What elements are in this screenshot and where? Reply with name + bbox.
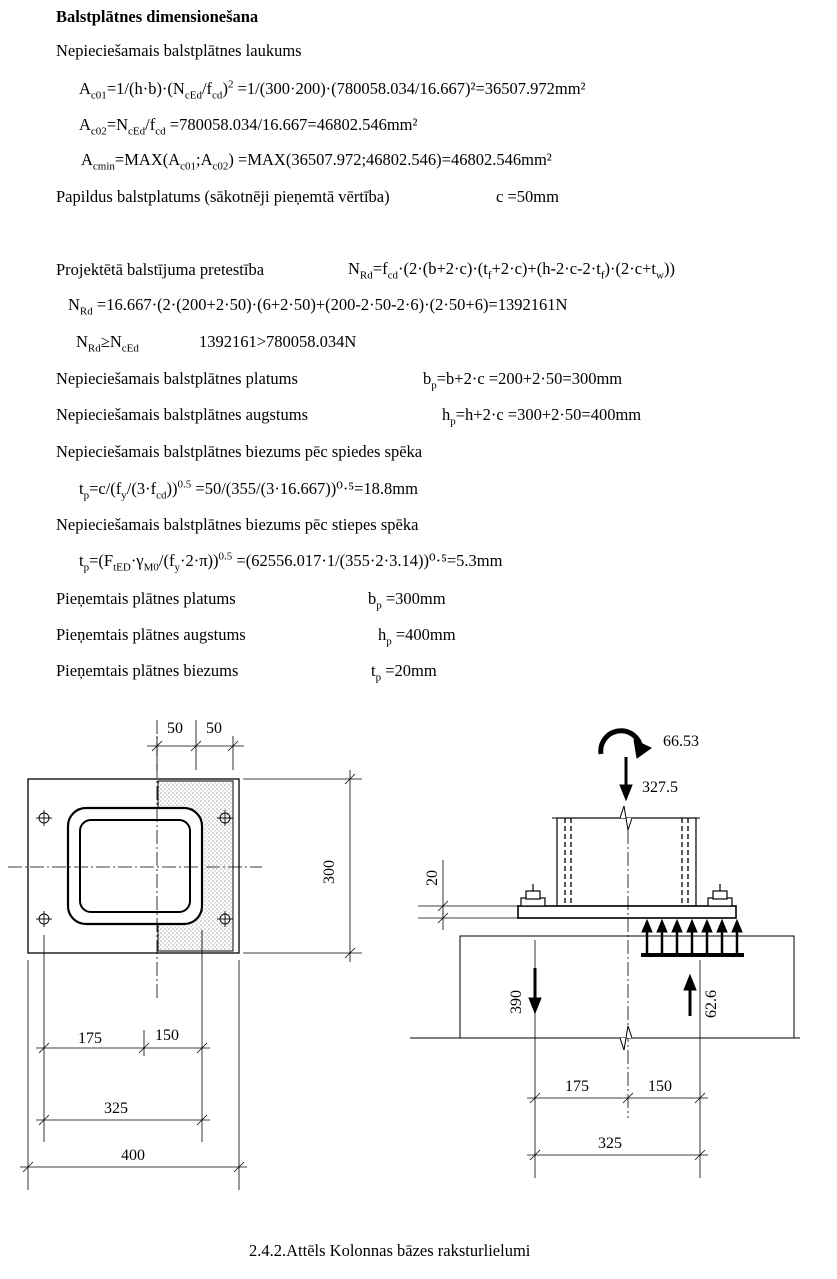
ac02-formula: $A_{c02}=N_{cEd}/f_{cd} =780058.034/16.667=46802.546mm^2$ (79, 115, 418, 138)
acc-width-label: Pieņemtais plātnes platums (56, 589, 236, 608)
elevation-view (410, 806, 800, 1178)
acc-thick-label: Pieņemtais plātnes biezums (56, 661, 239, 680)
dim-label: 300 (321, 860, 338, 884)
dim-label: 175 (565, 1078, 589, 1095)
axial-label: 327.5 (642, 779, 678, 796)
elevation-labels (424, 733, 720, 1152)
section-heading: Balstplātnes dimensionešana (56, 7, 259, 26)
width-req-label: Nepieciešamais balstplātnes platums (56, 369, 298, 388)
nrd-calc: $N_{Rd} =16.667\cdot(2\cdot(200+2\cdot 50)\cdot(6+2\cdot 50)+(200-2\cdot 50-2\cdot 6)\cdot(2\cdot 50+6)=1392161N$ (68, 295, 568, 318)
dim-top-50-50 (147, 720, 244, 770)
bolt-hole-icon (36, 810, 52, 826)
extra-width-label: Papildus balstplatums (sākotnēji pieņemtā vērtība) (56, 187, 390, 206)
dim-label: 325 (104, 1100, 128, 1117)
reaction-arrows-icon (641, 930, 744, 955)
dim-label: 175 (78, 1030, 102, 1047)
resistance-label: Projektētā balstījuma pretestība (56, 260, 265, 279)
acc-thick-value: $t_p =20mm$ (371, 661, 437, 684)
width-req-formula: $b_p=b+2\cdot c =200+2\cdot 50=300mm$ (423, 369, 623, 392)
extra-width-value: c =50mm (496, 187, 559, 206)
dim-label: 325 (598, 1135, 622, 1152)
anchor-bolt-icon (708, 884, 732, 906)
bolt-hole-icon (36, 911, 52, 927)
nrd-formula: $N_{Rd}=f_{cd}\cdot(2\cdot(b+2\cdot c)\cdot(t_f+2\cdot c)+(h-2\cdot c-2\cdot t_f)\cdot(2\cdot c+t_w))$ (348, 259, 675, 282)
area-label: Nepieciešamais balstplātnes laukums (56, 41, 302, 60)
height-req-formula: $h_p=h+2\cdot c =300+2\cdot 50=400mm$ (442, 405, 642, 428)
nrd-check-value: 1392161>780058.034N (199, 332, 357, 351)
acc-width-value: $b_p =300mm$ (368, 589, 446, 612)
moment-label: 66.53 (663, 733, 699, 750)
plan-view (8, 720, 362, 1190)
dim-label: 150 (155, 1027, 179, 1044)
thick-tens-label: Nepieciešamais balstplātnes biezums pēc stiepes spēka (56, 515, 419, 534)
thick-comp-label: Nepieciešamais balstplātnes biezums pēc spiedes spēka (56, 442, 423, 461)
dim-right-300 (243, 770, 362, 962)
nrd-check: $N_{Rd}\ge N_{cEd}$ (76, 332, 139, 355)
dim-label: 150 (648, 1078, 672, 1095)
force-label-390: 390 (508, 990, 525, 1014)
dim-label: 50 (167, 720, 183, 737)
acc-height-value: $h_p =400mm$ (378, 625, 456, 648)
dim-label: 50 (206, 720, 222, 737)
dim-label: 20 (424, 870, 441, 886)
column-section-outer (68, 808, 202, 924)
anchor-bolt-icon (521, 884, 545, 906)
ac01-formula: $A_{c01}=1/(h\cdot b)\cdot(N_{cEd}/f_{cd})^2 =1/(300\cdot 200)\cdot(780058.034/16.667)^2=36507.972mm^2$ (79, 78, 586, 102)
height-req-label: Nepieciešamais balstplātnes augstums (56, 405, 309, 424)
force-label-62-6: 62.6 (703, 990, 720, 1018)
acc-height-label: Pieņemtais plātnes augstums (56, 625, 246, 644)
base-plate-elevation (518, 906, 736, 918)
thick-tens-formula: $t_p=(F_{tED}\cdot\gamma_{M0}/(f_y\cdot 2\cdot\pi))^{0.5} =(62556.017\cdot 1/(355\cdot 2\cdot 3.14))^0\cdot^5=5.3mm$ (79, 550, 503, 574)
thick-comp-formula: $t_p=c/(f_y/(3\cdot f_{cd}))^{0.5} =50/(355/(3\cdot 16.667))^0\cdot^5=18.8mm$ (79, 478, 418, 502)
foundation-block (460, 936, 794, 1038)
figure-caption: 2.4.2.Attēls Kolonnas bāzes raksturlielumi (249, 1241, 531, 1260)
dim-label: 400 (121, 1147, 145, 1164)
acmin-formula: $A_{cmin}=MAX(A_{c01};A_{c02})$ =MAX(36507.972;46802.546)=46802.546mm² (81, 150, 552, 173)
column-elevation (557, 818, 696, 906)
